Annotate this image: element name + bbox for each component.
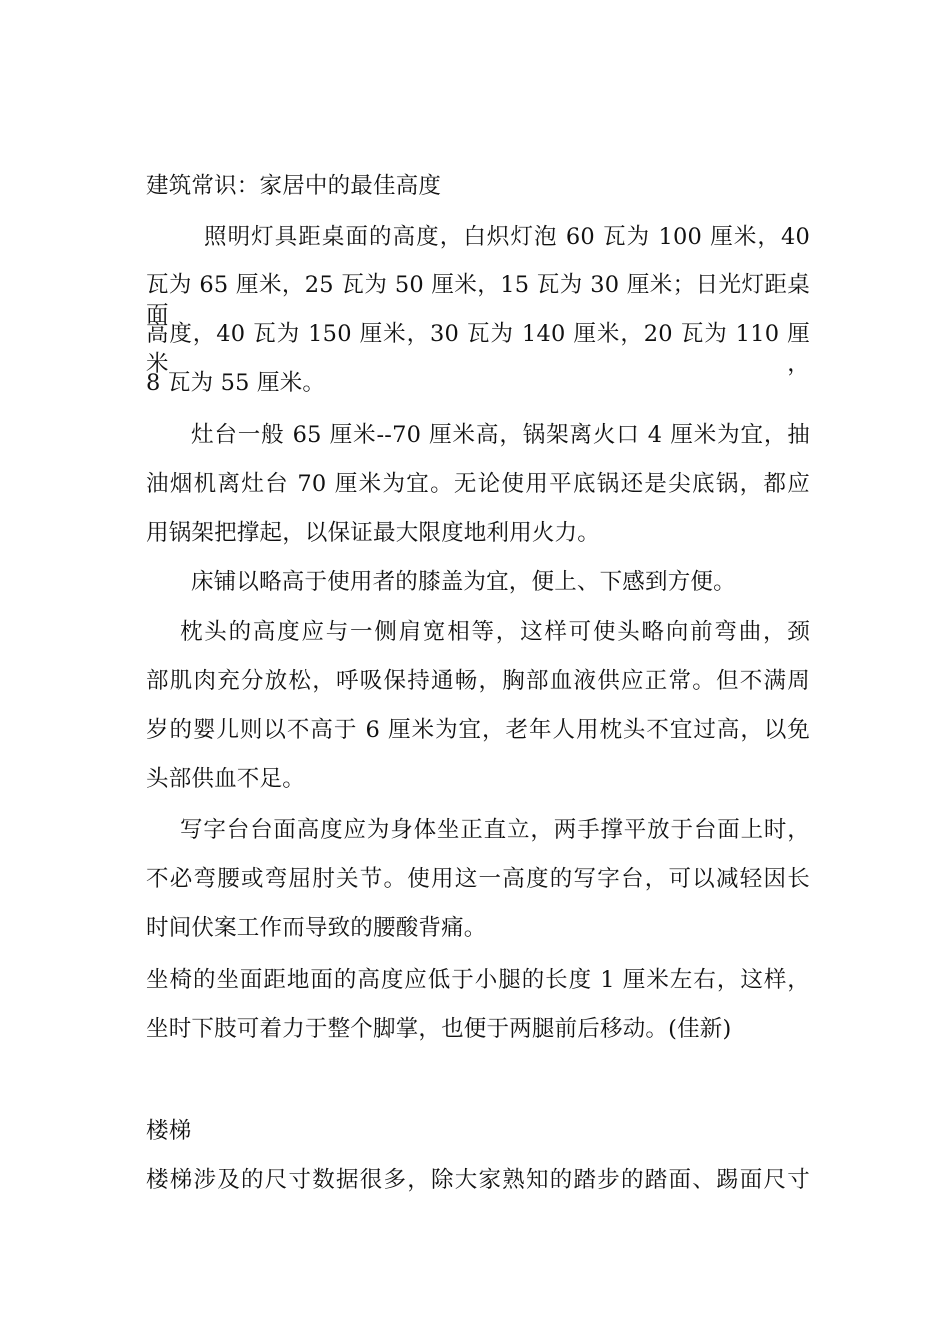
paragraph-stove-line-3: 用锅架把撑起，以保证最大限度地利用火力。 (146, 520, 601, 546)
paragraph-desk-line-3: 时间伏案工作而导致的腰酸背痛。 (146, 915, 487, 941)
paragraph-stove-line-1: 灶台一般 65 厘米--70 厘米高，锅架离火口 4 厘米为宜，抽 (191, 422, 810, 448)
paragraph-chair-line-1: 坐椅的坐面距地面的高度应低于小腿的长度 1 厘米左右，这样， (146, 967, 810, 993)
paragraph-stove-line-2: 油烟机离灶台 70 厘米为宜。无论使用平底锅还是尖底锅，都应 (146, 471, 810, 497)
paragraph-chair-line-2: 坐时下肢可着力于整个脚掌，也便于两腿前后移动。(佳新) (146, 1016, 732, 1042)
paragraph-pillow-line-3: 岁的婴儿则以不高于 6 厘米为宜，老年人用枕头不宜过高，以免 (146, 717, 810, 743)
paragraph-bed-line-1: 床铺以略高于使用者的膝盖为宜，便上、下感到方便。 (191, 569, 736, 595)
paragraph-lighting-line-2: 瓦为 65 厘米，25 瓦为 50 厘米，15 瓦为 30 厘米；日光灯距桌面 (146, 272, 810, 328)
paragraph-desk-line-1: 写字台台面高度应为身体坐正直立，两手撑平放于台面上时， (180, 817, 810, 843)
paragraph-pillow-line-1: 枕头的高度应与一侧肩宽相等，这样可使头略向前弯曲，颈 (180, 619, 810, 645)
section-heading-stairs: 楼梯 (146, 1118, 192, 1144)
paragraph-desk-line-2: 不必弯腰或弯屈肘关节。使用这一高度的写字台，可以减轻因长 (146, 866, 810, 892)
paragraph-pillow-line-2: 部肌肉充分放松，呼吸保持通畅，胸部血液供应正常。但不满周 (146, 668, 810, 694)
document-title: 建筑常识：家居中的最佳高度 (146, 173, 442, 199)
paragraph-lighting-line-4: 8 瓦为 55 厘米。 (146, 370, 326, 396)
paragraph-stairs-line-1: 楼梯涉及的尺寸数据很多，除大家熟知的踏步的踏面、踢面尺寸 (146, 1167, 810, 1193)
paragraph-pillow-line-4: 头部供血不足。 (146, 766, 305, 792)
paragraph-lighting-line-1: 照明灯具距桌面的高度，白炽灯泡 60 瓦为 100 厘米，40 (204, 224, 810, 250)
paragraph-lighting-line-3: 高度，40 瓦为 150 厘米，30 瓦为 140 厘米，20 瓦为 110 厘米， (146, 321, 810, 377)
